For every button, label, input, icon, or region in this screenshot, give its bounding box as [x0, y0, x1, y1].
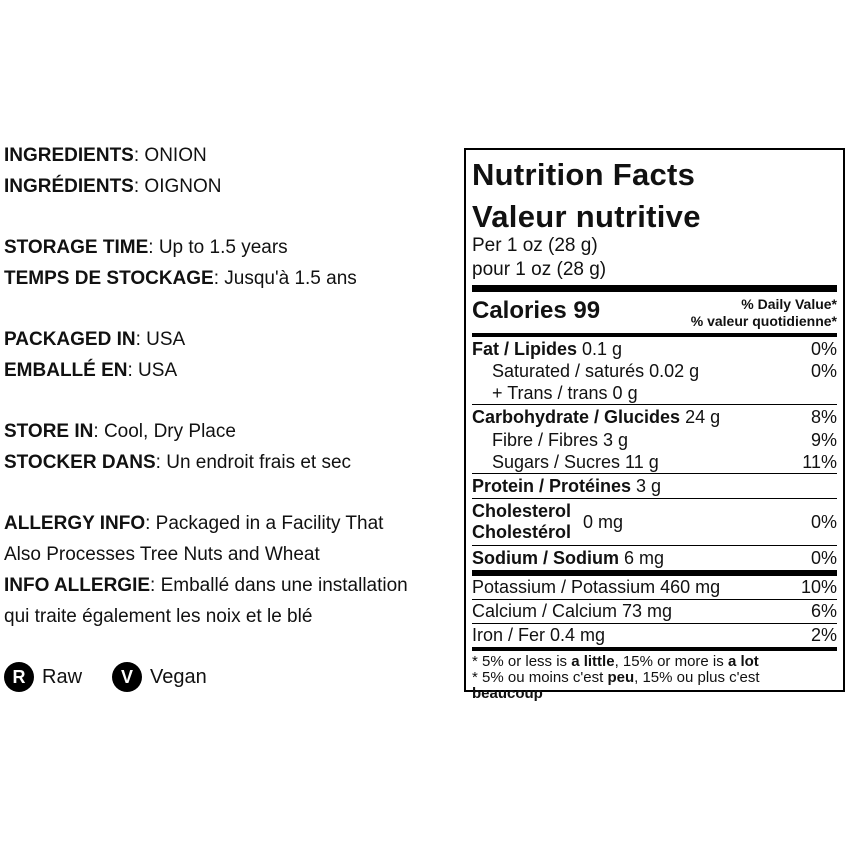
storage-en: STORAGE TIME: Up to 1.5 years — [4, 237, 288, 258]
divider — [472, 285, 837, 292]
ingredients-fr: INGRÉDIENTS: OIGNON — [4, 176, 222, 197]
allergy-en-cont: Also Processes Tree Nuts and Wheat — [4, 544, 320, 565]
carbohydrate-row: Carbohydrate / Glucides 24 g 8% — [472, 406, 837, 427]
store-fr: STOCKER DANS: Un endroit frais et sec — [4, 452, 352, 473]
iron-row: Iron / Fer 0.4 mg 2% — [472, 625, 837, 645]
vegan-badge — [112, 662, 207, 692]
daily-value-header: % Daily Value* % valeur quotidienne* — [690, 296, 837, 329]
nutrition-title-en: Nutrition Facts — [472, 157, 696, 192]
vegan-label: Vegan — [150, 665, 207, 688]
fat-row: Fat / Lipides 0.1 g 0% — [472, 338, 837, 359]
ingredients-en: INGREDIENTS: ONION — [4, 145, 207, 166]
raw-badge — [4, 662, 82, 692]
allergy-fr: INFO ALLERGIE: Emballé dans une installation — [4, 575, 408, 596]
nutrition-facts-panel — [464, 148, 845, 702]
divider — [472, 333, 837, 337]
fibre-row: Fibre / Fibres 3 g 9% — [492, 429, 837, 450]
cholesterol-row: Cholesterol Cholestérol 0 mg 0% — [472, 501, 837, 542]
raw-label: Raw — [42, 665, 83, 688]
diet-badges — [4, 662, 237, 692]
protein-row: Protein / Protéines 3 g — [472, 475, 662, 496]
packaged-fr: EMBALLÉ EN: USA — [4, 360, 178, 381]
potassium-row: Potassium / Potassium 460 mg 10% — [472, 577, 837, 597]
store-en: STORE IN: Cool, Dry Place — [4, 421, 236, 442]
nutrition-title-fr: Valeur nutritive — [472, 199, 701, 234]
footnote-fr-cont: beaucoup — [472, 685, 543, 702]
footnote — [472, 651, 837, 702]
sodium-row: Sodium / Sodium 6 mg 0% — [472, 547, 837, 568]
trans-row: + Trans / trans 0 g — [492, 382, 638, 403]
product-info — [4, 140, 459, 632]
calories-row — [472, 292, 837, 333]
vegan-icon: V — [112, 662, 142, 692]
calcium-row: Calcium / Calcium 73 mg 6% — [472, 601, 837, 621]
storage-fr: TEMPS DE STOCKAGE: Jusqu'à 1.5 ans — [4, 268, 357, 289]
footnote-en: * 5% or less is a little, 15% or more is a lot — [472, 653, 759, 670]
footnote-fr: * 5% ou moins c'est peu, 15% ou plus c'est — [472, 669, 760, 686]
serving-size-fr: pour 1 oz (28 g) — [472, 259, 607, 280]
packaged-en: PACKAGED IN: USA — [4, 329, 186, 350]
allergy-en: ALLERGY INFO: Packaged in a Facility That — [4, 513, 384, 534]
allergy-fr-cont: qui traite également les noix et le blé — [4, 606, 313, 627]
calories: Calories 99 — [472, 297, 601, 324]
serving-size-en: Per 1 oz (28 g) — [472, 235, 598, 256]
raw-icon: R — [4, 662, 34, 692]
sugars-row: Sugars / Sucres 11 g 11% — [492, 451, 837, 472]
saturated-row: Saturated / saturés 0.02 g 0% — [492, 360, 837, 381]
